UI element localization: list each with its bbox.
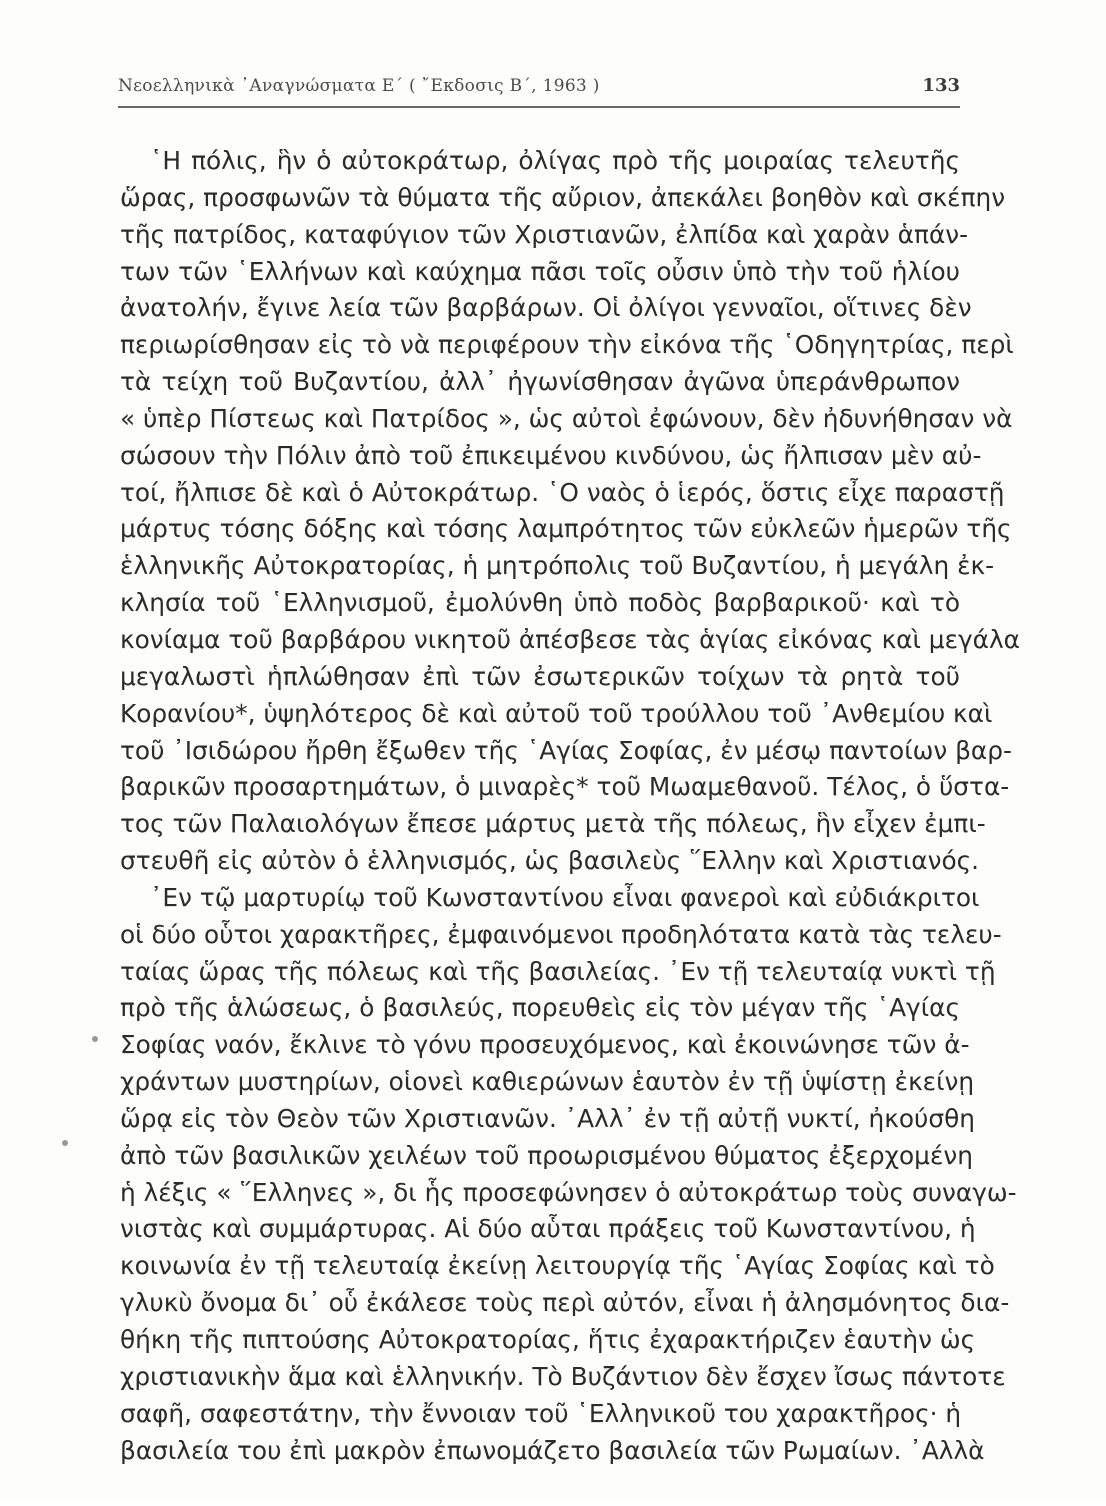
text-line: θήκη τῆς πιπτούσης Αὐτοκρατορίας, ἥτις ἐχαρακτήριζεν ἑαυτὴν ὡς [120, 1325, 976, 1354]
text-line: ἀνατολήν, ἔγινε λεία τῶν βαρβάρων. Οἱ ὀλίγοι γενναῖοι, οἵτινες δὲν [120, 293, 972, 323]
text-line: ἡ λέξις « ῞Ελληνες », δι ἧς προσεφώνησεν ὁ αὐτοκράτωρ τοὺς συναγω- [120, 1177, 1017, 1207]
text-line: βαρικῶν προσαρτημάτων, ὁ μιναρὲς* τοῦ Μωαμεθανοῦ. Τέλος, ὁ ὕστα- [120, 772, 1010, 802]
text-line: κλησία τοῦ ῾Ελληνισμοῦ, ἐμολύνθη ὑπὸ ποδὸς βαρβαρικοῦ· καὶ τὸ [120, 588, 960, 618]
body-text [120, 143, 1021, 1506]
text-line: περιωρίσθησαν εἰς τὸ νὰ περιφέρουν τὴν εἰκόνα τῆς ῾Οδηγητρίας, περὶ [120, 330, 1014, 360]
text-line: στευθῆ εἰς αὐτὸν ὁ ἑλληνισμός, ὡς βασιλεὺς ῞Ελλην καὶ Χριστιανός. [120, 846, 980, 876]
margin-dot-mark [92, 1036, 98, 1042]
text-line: ἑλληνικῆς Αὐτοκρατορίας, ἡ μητρόπολις τοῦ Βυζαντίου, ἡ μεγάλη ἐκ- [120, 551, 995, 581]
text-line: οἱ δύο οὗτοι χαρακτῆρες, ἐμφαινόμενοι προδηλότατα κατὰ τὰς τελευ- [120, 919, 1002, 949]
text-line: ὥρᾳ εἰς τὸν Θεὸν τῶν Χριστιανῶν. ᾿Αλλ᾿ ἐν τῇ αὐτῇ νυκτί, ἠκούσθη [120, 1103, 976, 1133]
text-line: χριστιανικὴν ἅμα καὶ ἑλληνικήν. Τὸ Βυζάντιον δὲν ἔσχεν ἴσως πάντοτε [120, 1361, 1006, 1391]
text-line: πρὸ τῆς ἁλώσεως, ὁ βασιλεύς, πορευθεὶς εἰς τὸν μέγαν τῆς ῾Αγίας [120, 993, 960, 1023]
text-line: γλυκὺ ὄνομα δι᾿ οὗ ἐκάλεσε τοὺς περὶ αὐτόν, εἶναι ἡ ἀλησμόνητος δια- [120, 1288, 1010, 1318]
text-line: ταίας ὥρας τῆς πόλεως καὶ τῆς βασιλείας. ᾿Εν τῇ τελευταίᾳ νυκτὶ τῇ [120, 956, 996, 986]
text-line: ἀπὸ τῶν βασιλικῶν χειλέων τοῦ προωρισμένου θύματος ἐξερχομένη [120, 1140, 973, 1170]
text-line: κοινωνία ἐν τῇ τελευταίᾳ ἐκείνῃ λειτουργίᾳ τῆς ῾Αγίας Σοφίας καὶ τὸ [120, 1251, 995, 1281]
running-title: Νεοελληνικὰ ᾿Αναγνώσματα Ε΄ ( ῎Εκδοσις Β΄, 1963 ) [118, 76, 600, 96]
text-line: τοί, ἤλπισε δὲ καὶ ὁ Αὐτοκράτωρ. ῾Ο ναὸς ὁ ἱερός, ὅστις εἶχε παραστῇ [120, 477, 1005, 507]
page-header [118, 70, 960, 108]
text-line: Σοφίας ναόν, ἔκλινε τὸ γόνυ προσευχόμενος, καὶ ἐκοινώνησε τῶν ἀ- [120, 1030, 970, 1060]
text-line: σαφῆ, σαφεστάτην, τὴν ἔννοιαν τοῦ ῾Ελληνικοῦ του χαρακτῆρος· ἡ [120, 1398, 962, 1428]
text-line: « ὑπὲρ Πίστεως καὶ Πατρίδος », ὡς αὐτοὶ ἐφώνουν, δὲν ἠδυνήθησαν νὰ [120, 403, 1013, 433]
text-line: τῆς πατρίδος, καταφύγιον τῶν Χριστιανῶν, ἐλπίδα καὶ χαρὰν ἁπάν- [120, 219, 969, 249]
text-line: των τῶν ῾Ελλήνων καὶ καύχημα πᾶσι τοῖς οὖσιν ὑπὸ τὴν τοῦ ἡλίου [120, 256, 960, 286]
text-line: χράντων μυστηρίων, οἱονεὶ καθιερώνων ἑαυτὸν ἐν τῇ ὑψίστῃ ἐκείνῃ [120, 1067, 975, 1097]
margin-dot-mark [62, 1140, 68, 1146]
text-line: βασιλεία του ἐπὶ μακρὸν ἐπωνομάζετο βασιλεία τῶν Ρωμαίων. ᾿Αλλὰ [120, 1435, 985, 1465]
text-line: νιστὰς καὶ συμμάρτυρας. Αἱ δύο αὗται πράξεις τοῦ Κωνσταντίνου, ἡ [120, 1214, 976, 1244]
text-line: ῾Η πόλις, ἣν ὁ αὐτοκράτωρ, ὀλίγας πρὸ τῆς μοιραίας τελευτῆς [150, 146, 960, 175]
text-line: μάρτυς τόσης δόξης καὶ τόσης λαμπρότητος τῶν εὐκλεῶν ἡμερῶν τῆς [120, 514, 1012, 544]
text-line: μεγαλωστὶ ἡπλώθησαν ἐπὶ τῶν ἐσωτερικῶν τοίχων τὰ ρητὰ τοῦ [120, 661, 960, 691]
text-line: Κορανίου*, ὑψηλότερος δὲ καὶ αὐτοῦ τοῦ τρούλλου τοῦ ᾿Ανθεμίου καὶ [120, 698, 993, 728]
text-line: σώσουν τὴν Πόλιν ἀπὸ τοῦ ἐπικειμένου κινδύνου, ὡς ἤλπισαν μὲν αὐ- [120, 440, 982, 470]
text-line: κονίαμα τοῦ βαρβάρου νικητοῦ ἀπέσβεσε τὰς ἁγίας εἰκόνας καὶ μεγάλα [120, 624, 1021, 654]
page-number: 133 [922, 75, 960, 96]
text-line: τοῦ ᾿Ισιδώρου ἤρθη ἔξωθεν τῆς ῾Αγίας Σοφίας, ἐν μέσῳ παντοίων βαρ- [120, 735, 1012, 765]
text-line: τὰ τείχη τοῦ Βυζαντίου, ἀλλ᾿ ἠγωνίσθησαν ἀγῶνα ὑπεράνθρωπον [120, 367, 960, 397]
text-line: τος τῶν Παλαιολόγων ἔπεσε μάρτυς μετὰ τῆς πόλεως, ἣν εἶχεν ἐμπι- [120, 809, 986, 839]
text-line [120, 1469, 960, 1506]
text-line: ὥρας, προσφωνῶν τὰ θύματα τῆς αὔριον, ἀπεκάλει βοηθὸν καὶ σκέπην [120, 182, 1006, 212]
text-line: ᾿Εν τῷ μαρτυρίῳ τοῦ Κωνσταντίνου εἶναι φανεροὶ καὶ εὐδιάκριτοι [150, 882, 980, 912]
